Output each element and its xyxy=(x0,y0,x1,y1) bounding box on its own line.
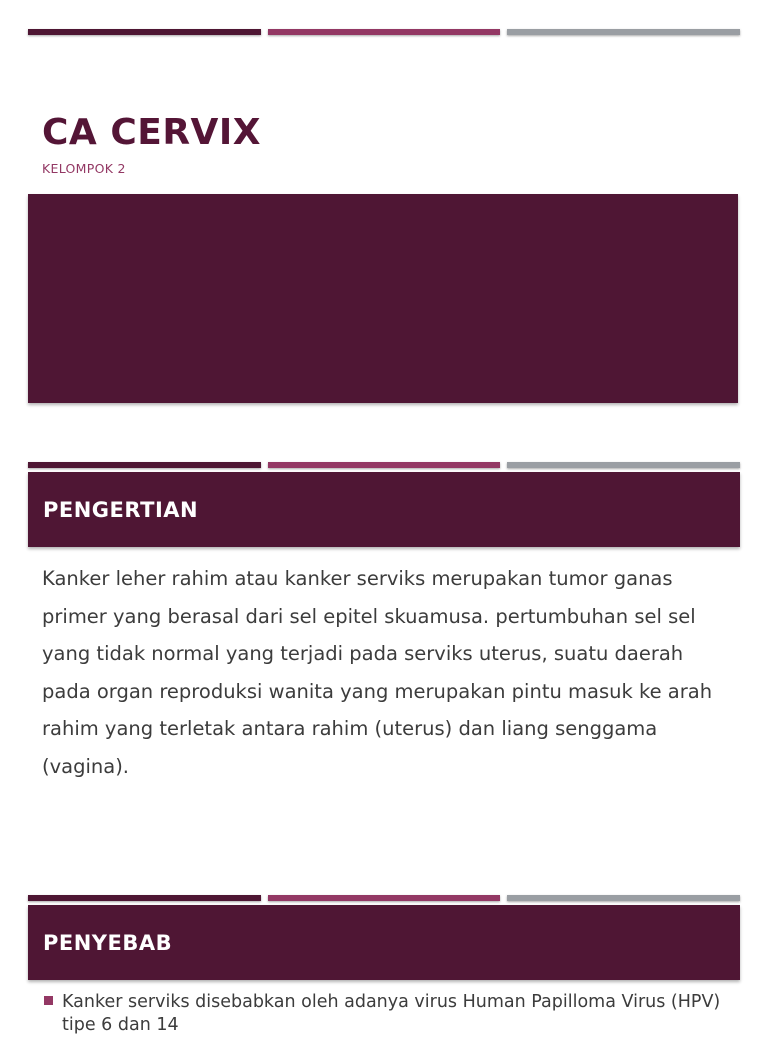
accent-stripe-dark xyxy=(28,29,261,35)
slide-title: CA CERVIX xyxy=(42,112,262,153)
section-heading: PENGERTIAN xyxy=(43,497,199,522)
accent-stripe-gray xyxy=(507,895,740,901)
section-heading: PENYEBAB xyxy=(43,930,173,955)
accent-stripe-magenta xyxy=(268,29,500,35)
square-bullet-icon xyxy=(44,996,53,1005)
bullet-text: Kanker serviks disebabkan oleh adanya virus Human Papilloma Virus (HPV) tipe 6 dan 14 xyxy=(62,992,721,1035)
title-color-block xyxy=(28,194,738,403)
accent-stripe-gray xyxy=(507,462,740,468)
accent-stripe-gray xyxy=(507,29,740,35)
slide-subtitle: KELOMPOK 2 xyxy=(42,161,126,176)
accent-stripe-dark xyxy=(28,895,261,901)
accent-stripe-dark xyxy=(28,462,261,468)
accent-stripe-magenta xyxy=(268,895,500,901)
accent-stripe-magenta xyxy=(268,462,500,468)
section-header-bar xyxy=(28,905,740,980)
section-header-bar xyxy=(28,472,740,547)
definition-paragraph: Kanker leher rahim atau kanker serviks merupakan tumor ganas primer yang berasal dari sel epitel skuamusa. pertumbuhan sel sel yang tidak normal yang terjadi pada serviks uterus, suatu daerah pada organ reproduksi wanita yang merupakan pintu masuk ke arah rahim yang terletak antara rahim (uterus) dan liang senggama (vagina). xyxy=(42,567,713,778)
